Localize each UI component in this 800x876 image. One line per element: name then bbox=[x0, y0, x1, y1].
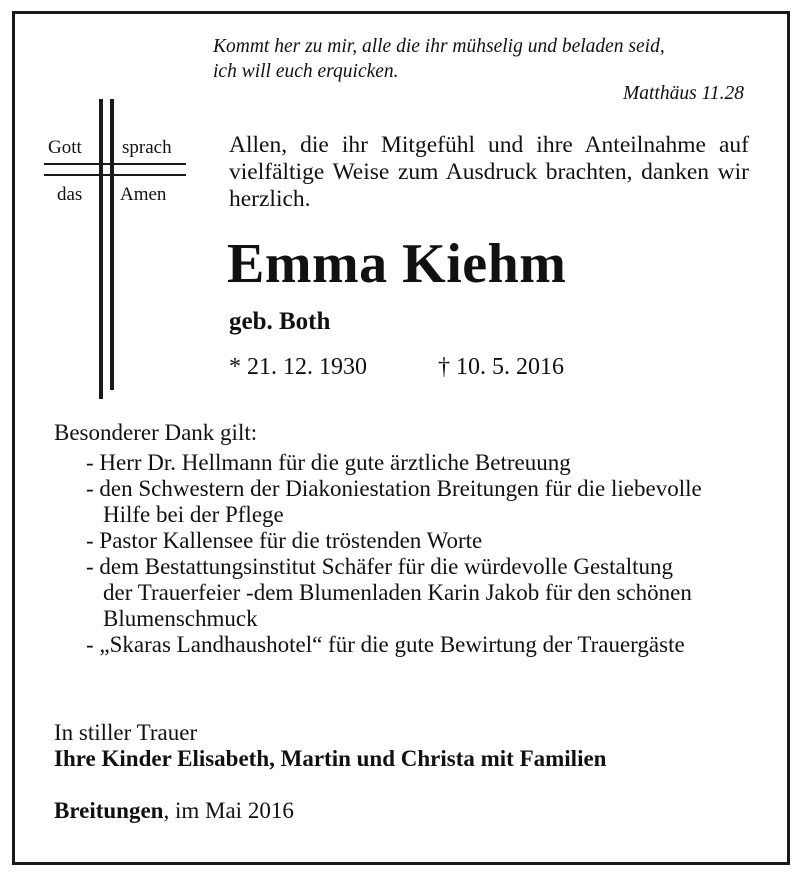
family-signature: Ihre Kinder Elisabeth, Martin und Christa mit Familien bbox=[54, 746, 607, 771]
cross-word-amen: Amen bbox=[120, 184, 167, 205]
cross-word-das: das bbox=[57, 184, 83, 205]
death-date: † 10. 5. 2016 bbox=[438, 354, 564, 380]
list-item: - „Skaras Landhaushotel“ für die gute Bewirtung der Trauergäste bbox=[86, 632, 685, 657]
cross-horizontal-bottom bbox=[44, 174, 186, 176]
quote-line-1: Kommt her zu mir, alle die ihr mühselig und beladen seid, bbox=[213, 36, 665, 57]
cross-vertical-right bbox=[110, 99, 114, 390]
cross-word-sprach: sprach bbox=[122, 137, 172, 158]
thanks-text: Allen, die ihr Mitgefühl und ihre Anteilnahme auf vielfältige Weise zum Ausdruck brachten, danken wir herzlich. bbox=[229, 132, 749, 212]
bible-quote bbox=[213, 34, 753, 84]
special-thanks-list bbox=[86, 450, 706, 658]
place-name: Breitungen bbox=[54, 798, 164, 823]
date-text: , im Mai 2016 bbox=[163, 798, 294, 823]
list-item: - den Schwestern der Diakoniestation Breitungen für die liebevolle Hilfe bei der Pflege bbox=[86, 476, 702, 527]
cross-symbol bbox=[0, 0, 220, 420]
list-item: - dem Bestattungsinstitut Schäfer für die würdevolle Gestaltung der Trauerfeier -dem Blumenladen Karin Jakob für den schönen Blumenschmuck bbox=[86, 554, 692, 631]
deceased-name: Emma Kiehm bbox=[227, 233, 567, 295]
cross-horizontal-top bbox=[44, 163, 186, 165]
maiden-name: geb. Both bbox=[229, 308, 331, 335]
cross-word-gott: Gott bbox=[48, 137, 82, 158]
quote-reference: Matthäus 11.28 bbox=[623, 83, 744, 104]
list-item: - Herr Dr. Hellmann für die gute ärztliche Betreuung bbox=[86, 450, 571, 475]
place-date-line bbox=[54, 798, 294, 824]
special-thanks-heading: Besonderer Dank gilt: bbox=[54, 420, 258, 445]
cross-vertical-left bbox=[99, 99, 103, 399]
quote-line-2: ich will euch erquicken. bbox=[213, 61, 399, 82]
birth-date: * 21. 12. 1930 bbox=[229, 354, 367, 380]
list-item: - Pastor Kallensee für die tröstenden Worte bbox=[86, 528, 483, 553]
mourning-line: In stiller Trauer bbox=[54, 720, 198, 745]
